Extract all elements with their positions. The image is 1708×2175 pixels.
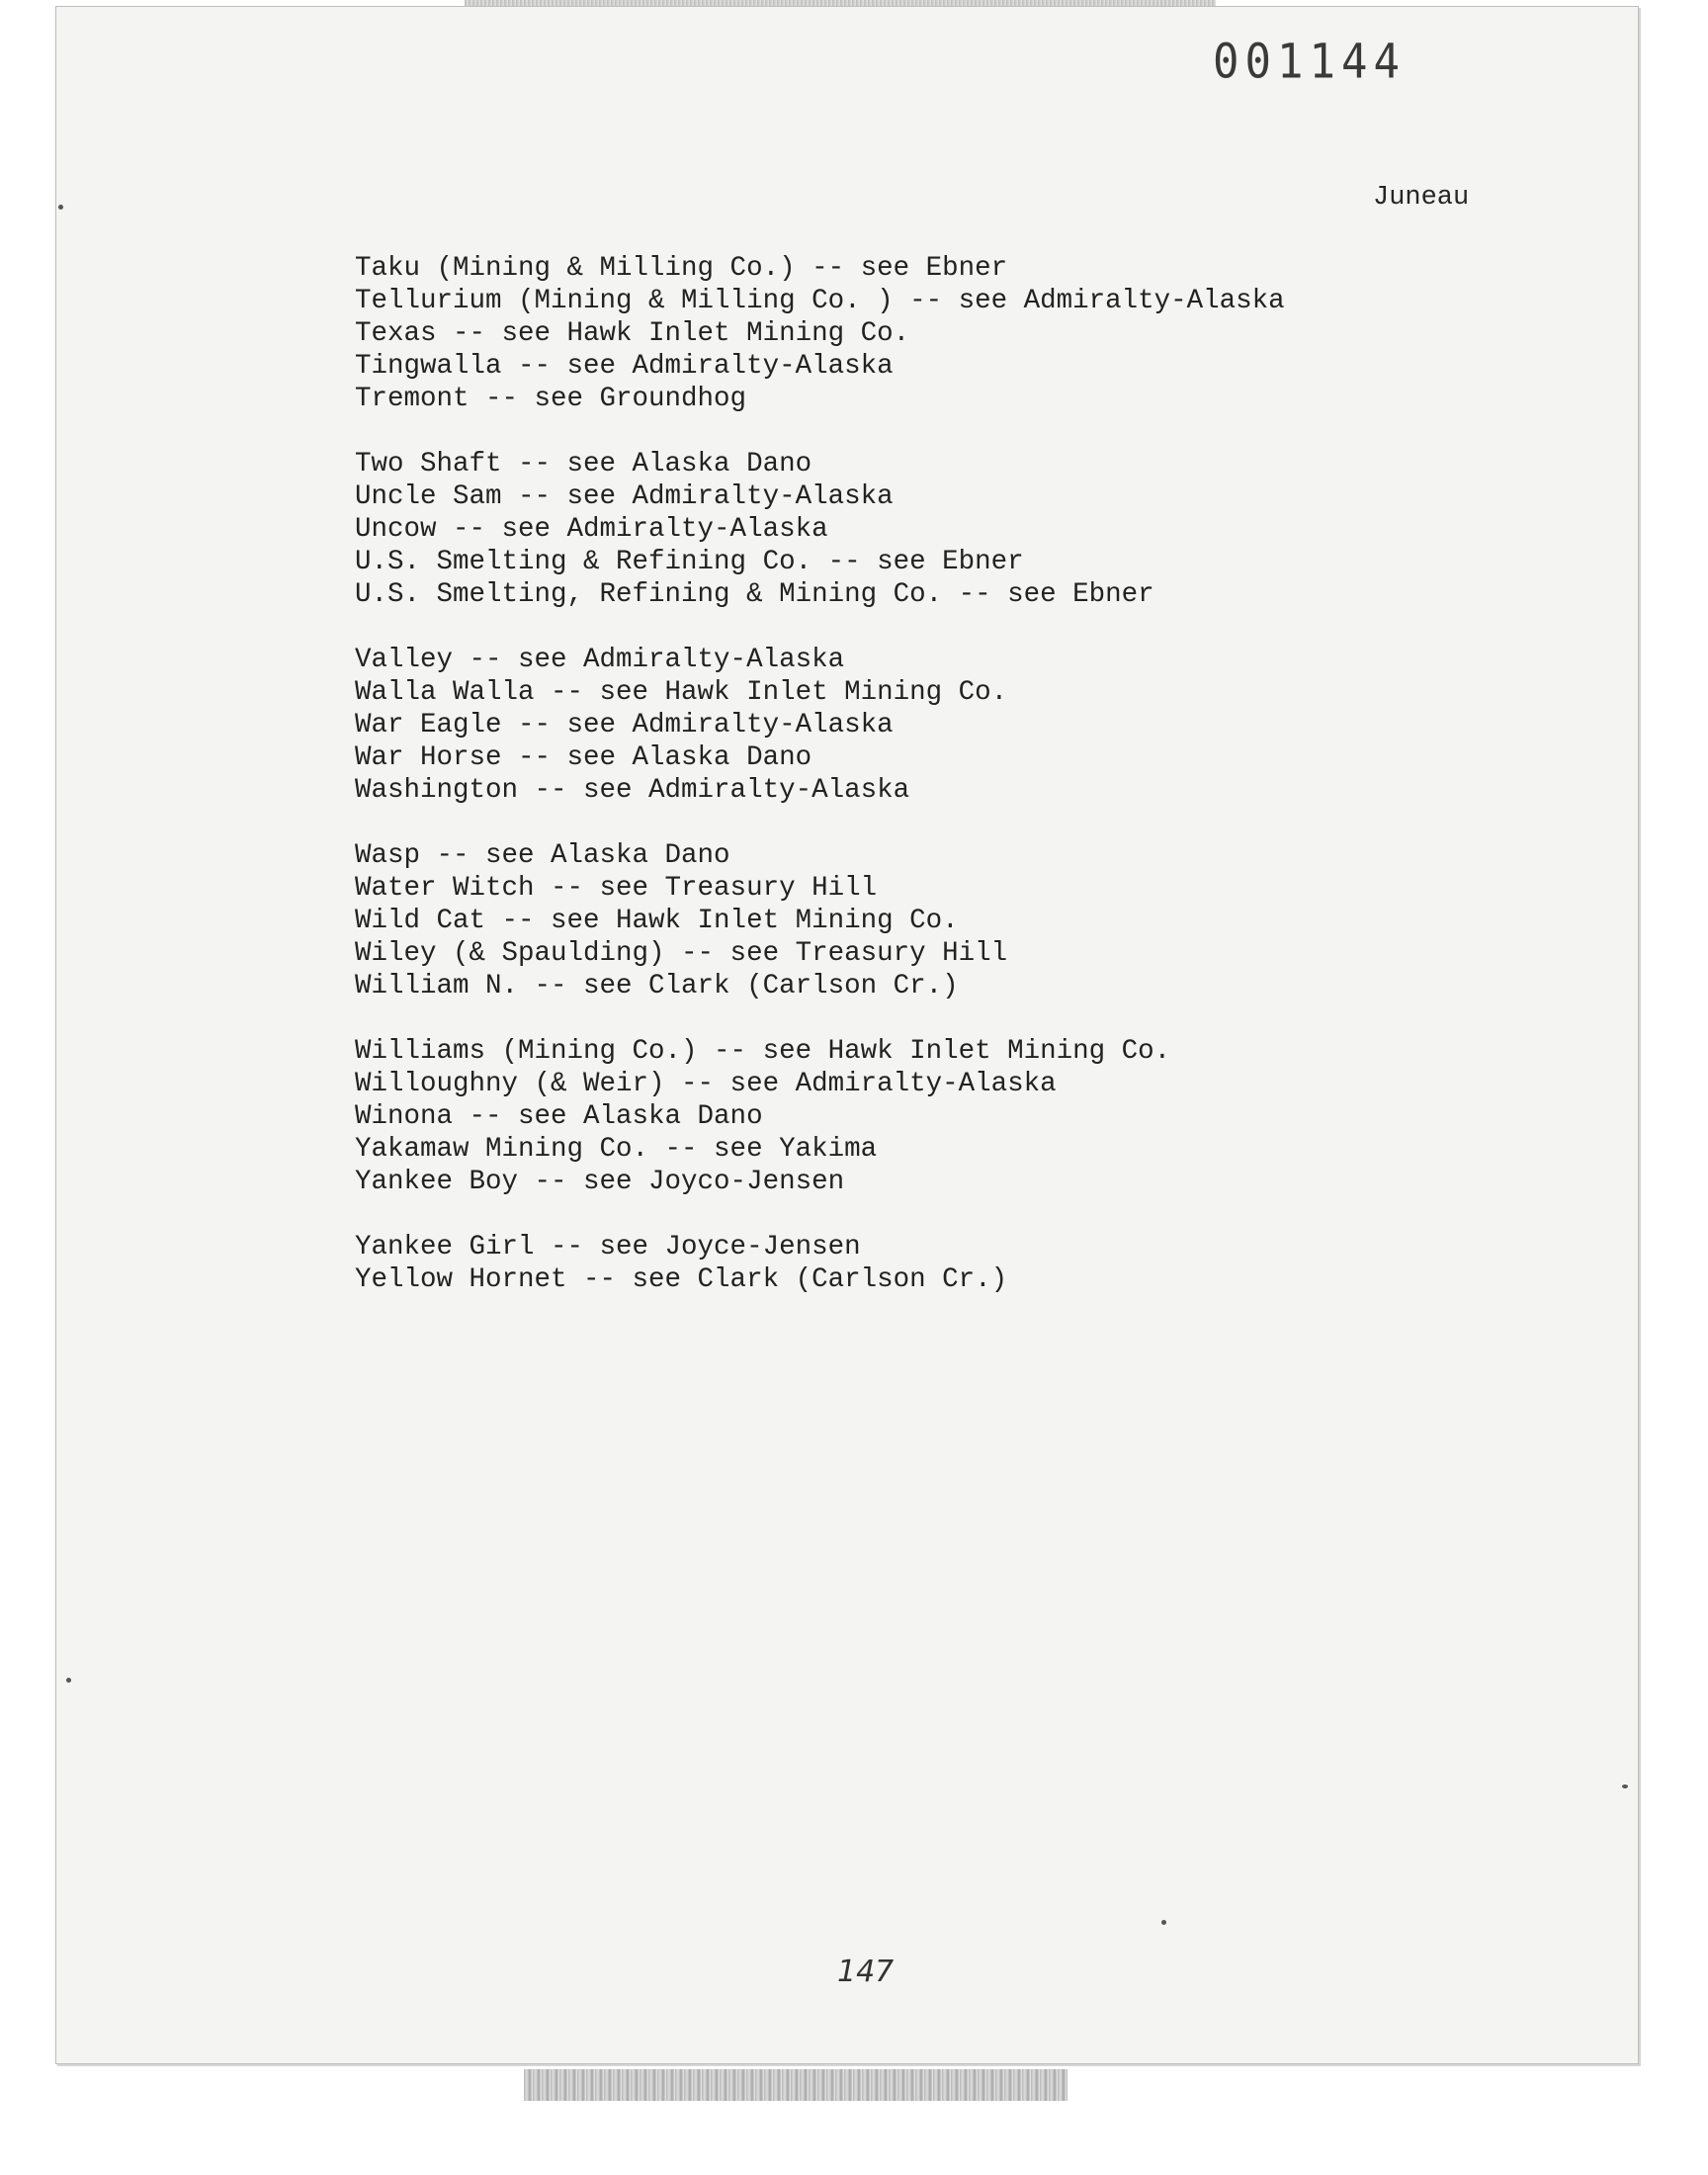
entry-group: [355, 644, 1442, 807]
index-entry: Texas -- see Hawk Inlet Mining Co.: [355, 318, 910, 349]
index-entry: Walla Walla -- see Hawk Inlet Mining Co.: [355, 677, 1008, 708]
entry-group: [355, 448, 1442, 611]
index-entry: Williams (Mining Co.) -- see Hawk Inlet Mining Co.: [355, 1036, 1171, 1067]
index-entry: Water Witch -- see Treasury Hill: [355, 873, 878, 904]
index-entry: U.S. Smelting & Refining Co. -- see Ebner: [355, 547, 1024, 577]
index-entry: Yellow Hornet -- see Clark (Carlson Cr.): [355, 1264, 1008, 1295]
index-entry: Uncow -- see Admiralty-Alaska: [355, 514, 828, 545]
document-number-stamp: 001144: [1213, 34, 1406, 90]
page-number: 147: [837, 1955, 895, 1989]
index-entry: Yankee Girl -- see Joyce-Jensen: [355, 1232, 861, 1262]
index-entry: Wiley (& Spaulding) -- see Treasury Hill: [355, 938, 1008, 969]
entry-group: [355, 839, 1442, 1002]
document-page: [55, 6, 1639, 2064]
index-entry: Taku (Mining & Milling Co.) -- see Ebner: [355, 253, 1008, 284]
index-entry: Washington -- see Admiralty-Alaska: [355, 775, 910, 806]
index-entry: Winona -- see Alaska Dano: [355, 1101, 763, 1132]
scan-artifact-bottom: [524, 2069, 1068, 2101]
index-entry: Yankee Boy -- see Joyco-Jensen: [355, 1167, 845, 1197]
entry-group: [355, 252, 1442, 415]
index-entry: William N. -- see Clark (Carlson Cr.): [355, 971, 959, 1001]
index-entry: Tellurium (Mining & Milling Co. ) -- see Admiralty-Alaska: [355, 286, 1285, 316]
index-entry: War Horse -- see Alaska Dano: [355, 742, 812, 773]
scan-speck: [58, 205, 63, 210]
index-entry: Yakamaw Mining Co. -- see Yakima: [355, 1134, 878, 1165]
entry-group: [355, 1035, 1442, 1198]
index-entry: Valley -- see Admiralty-Alaska: [355, 645, 845, 675]
index-entry: War Eagle -- see Admiralty-Alaska: [355, 710, 894, 740]
index-entry: Tremont -- see Groundhog: [355, 384, 747, 414]
scan-speck: [1622, 1784, 1628, 1788]
index-entry: Wasp -- see Alaska Dano: [355, 840, 730, 871]
scan-speck: [1161, 1920, 1166, 1925]
index-entry: Uncle Sam -- see Admiralty-Alaska: [355, 481, 894, 512]
index-entry: Wild Cat -- see Hawk Inlet Mining Co.: [355, 906, 959, 936]
index-entry: U.S. Smelting, Refining & Mining Co. -- see Ebner: [355, 579, 1154, 610]
index-entry: Tingwalla -- see Admiralty-Alaska: [355, 351, 894, 382]
location-heading: Juneau: [1373, 183, 1470, 213]
scan-speck: [66, 1678, 71, 1683]
index-entry: Willoughny (& Weir) -- see Admiralty-Alaska: [355, 1069, 1057, 1099]
index-entries: [355, 252, 1442, 1329]
index-entry: Two Shaft -- see Alaska Dano: [355, 449, 812, 479]
entry-group: [355, 1231, 1442, 1296]
